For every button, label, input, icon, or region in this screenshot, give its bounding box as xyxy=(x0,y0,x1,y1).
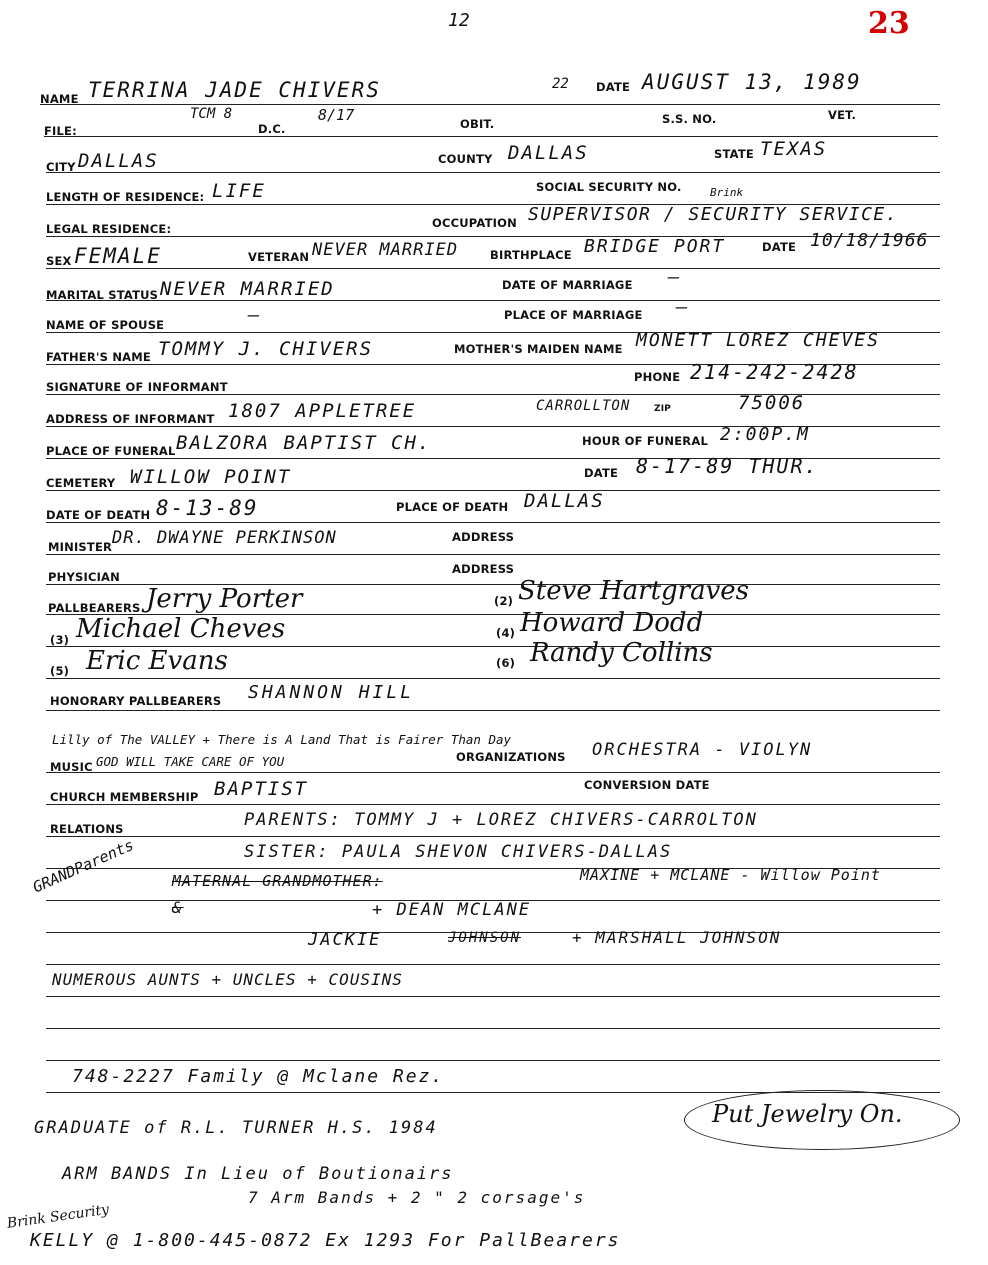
rule-relations-5 xyxy=(46,964,940,965)
label-phone: PHONE xyxy=(634,370,681,384)
value-cemetery-date: 8-17-89 THUR. xyxy=(636,454,819,478)
value-pallbearer-1: Jerry Porter xyxy=(146,584,303,614)
rule-relations-1 xyxy=(46,836,940,837)
rule-music xyxy=(46,772,940,773)
value-pallbearer-3: Michael Cheves xyxy=(76,614,286,644)
value-age: 22 xyxy=(552,76,569,92)
label-dc: D.C. xyxy=(258,122,286,136)
rule-legal xyxy=(46,236,940,237)
label-sex: SEX xyxy=(46,254,72,268)
value-phone: 214-242-2428 xyxy=(690,360,859,384)
relations-line6: NUMEROUS AUNTS + UNCLES + COUSINS xyxy=(52,970,403,989)
label-signature-of-informant: SIGNATURE OF INFORMANT xyxy=(46,380,228,394)
label-state: STATE xyxy=(714,147,754,161)
page-number: 23 xyxy=(868,6,910,41)
rule-marital xyxy=(46,300,940,301)
value-state: TEXAS xyxy=(760,138,828,160)
rule-death xyxy=(46,522,940,523)
relations-line5-b: + MARSHALL JOHNSON xyxy=(572,928,782,947)
note-phone-line: 748-2227 Family @ Mclane Rez. xyxy=(72,1066,445,1087)
value-city: DALLAS xyxy=(78,150,159,172)
value-pallbearer-4: Howard Dodd xyxy=(520,608,704,638)
relations-line5-struck: JOHNSON xyxy=(448,930,522,946)
rule-file xyxy=(44,136,938,137)
relations-line1: PARENTS: TOMMY J + LOREZ CHIVERS-CARROLTON xyxy=(244,810,758,830)
label-church-membership: CHURCH MEMBERSHIP xyxy=(50,790,199,804)
label-vet: VET. xyxy=(828,108,857,122)
label-place-of-death: PLACE OF DEATH xyxy=(396,500,509,514)
label-obit: OBIT. xyxy=(460,117,495,131)
rule-signature xyxy=(46,394,940,395)
label-date-of-marriage: DATE OF MARRIAGE xyxy=(502,278,633,292)
rule-cemetery xyxy=(46,490,940,491)
label-cemetery-date: DATE xyxy=(584,466,619,480)
label-cemetery: CEMETERY xyxy=(46,476,116,490)
value-pallbearer-2: Steve Hartgraves xyxy=(518,576,750,606)
label-city: CITY xyxy=(46,160,76,174)
label-social-security-no: SOCIAL SECURITY NO. xyxy=(536,180,682,194)
rule-name xyxy=(40,104,940,105)
rule-minister xyxy=(46,554,940,555)
value-address-of-informant: 1807 APPLETREE xyxy=(228,400,417,422)
label-legal-residence: LEGAL RESIDENCE: xyxy=(46,222,172,236)
label-address-of-informant: ADDRESS OF INFORMANT xyxy=(46,412,215,426)
value-hour-of-funeral: 2:00P.M xyxy=(720,424,810,445)
value-place-of-funeral: BALZORA BAPTIST CH. xyxy=(176,432,432,454)
label-veteran: VETERAN xyxy=(248,250,310,264)
label-date: DATE xyxy=(596,80,631,94)
rule-city xyxy=(46,172,940,173)
value-birthplace: BRIDGE PORT xyxy=(584,236,726,257)
label-honorary-pallbearers: HONORARY PALLBEARERS xyxy=(50,694,222,708)
label-music: MUSIC xyxy=(50,760,93,774)
label-pallbearer-5: (5) xyxy=(50,664,70,678)
relations-line3: MAXINE + MCLANE - Willow Point xyxy=(580,866,881,884)
label-birthplace: BIRTHPLACE xyxy=(490,248,572,262)
value-occupation: SUPERVISOR / SECURITY SERVICE. xyxy=(528,204,899,225)
label-minister: MINISTER xyxy=(48,540,113,554)
value-fathers-name: TOMMY J. CHIVERS xyxy=(158,338,374,360)
label-name-of-spouse: NAME OF SPOUSE xyxy=(46,318,165,332)
label-physician: PHYSICIAN xyxy=(48,570,120,584)
relations-side-note: GRANDParents xyxy=(30,835,137,897)
label-zip: ZIP xyxy=(654,404,672,414)
value-marital-status: NEVER MARRIED xyxy=(160,278,335,300)
rule-honorary xyxy=(46,710,940,711)
label-pallbearers: PALLBEARERS xyxy=(48,601,141,615)
value-name: TERRINA JADE CHIVERS xyxy=(88,78,381,102)
label-hour-of-funeral: HOUR OF FUNERAL xyxy=(582,434,708,448)
value-sex: FEMALE xyxy=(74,244,162,268)
label-pallbearer-6: (6) xyxy=(496,656,516,670)
label-county: COUNTY xyxy=(438,152,493,166)
value-birth-date: 10/18/1966 xyxy=(810,230,929,251)
rule-pallbearers-3 xyxy=(46,678,940,679)
value-honorary-pallbearers: SHANNON HILL xyxy=(248,682,415,703)
label-fathers-name: FATHER'S NAME xyxy=(46,350,151,364)
value-place-of-death: DALLAS xyxy=(524,490,605,512)
relations-line4-mark: & xyxy=(172,898,184,917)
label-pallbearer-4: (4) xyxy=(496,626,516,640)
value-dc: 8/17 xyxy=(318,106,355,124)
value-organizations: ORCHESTRA - VIOLYN xyxy=(592,740,813,760)
relations-line4: + DEAN MCLANE xyxy=(372,900,532,920)
rule-relations-8 xyxy=(46,1060,940,1061)
label-length-of-residence: LENGTH OF RESIDENCE: xyxy=(46,190,205,204)
value-ss-note: Brink xyxy=(710,186,744,199)
relations-line2: SISTER: PAULA SHEVON CHIVERS-DALLAS xyxy=(244,842,673,862)
value-mothers-maiden-name: MONETT LOREZ CHEVES xyxy=(636,330,880,351)
value-minister: DR. DWAYNE PERKINSON xyxy=(112,528,337,548)
sheet-number: 12 xyxy=(448,10,470,31)
label-physician-address: ADDRESS xyxy=(452,562,515,576)
value-name-of-spouse: — xyxy=(248,304,262,326)
note-jewelry: Put Jewelry On. xyxy=(712,1100,903,1128)
note-graduate: GRADUATE of R.L. TURNER H.S. 1984 xyxy=(34,1118,438,1138)
label-pallbearer-3: (3) xyxy=(50,633,70,647)
label-occupation: OCCUPATION xyxy=(432,216,517,230)
value-music-line1: Lilly of The VALLEY + There is A Land That is Fairer Than Day xyxy=(52,732,512,747)
value-veteran: NEVER MARRIED xyxy=(312,240,459,260)
value-zip: 75006 xyxy=(738,392,806,414)
value-pallbearer-5: Eric Evans xyxy=(86,646,228,676)
value-county: DALLAS xyxy=(508,142,589,164)
label-date-of-death: DATE OF DEATH xyxy=(46,508,151,522)
value-date-of-death: 8-13-89 xyxy=(156,496,259,520)
rule-sex xyxy=(46,268,940,269)
note-brink-security: Brink Security xyxy=(6,1201,111,1232)
label-place-of-funeral: PLACE OF FUNERAL xyxy=(46,444,176,458)
label-organizations: ORGANIZATIONS xyxy=(456,750,566,764)
note-armbands-2: 7 Arm Bands + 2 " 2 corsage's xyxy=(248,1188,586,1207)
label-birth-date: DATE xyxy=(762,240,797,254)
value-length-of-residence: LIFE xyxy=(212,180,266,202)
label-ssno: S.S. NO. xyxy=(662,112,717,126)
label-relations: RELATIONS xyxy=(50,822,124,836)
note-kelly: KELLY @ 1-800-445-0872 Ex 1293 For PallBearers xyxy=(30,1230,621,1251)
value-music-line2: GOD WILL TAKE CARE OF YOU xyxy=(96,754,285,769)
label-name: NAME xyxy=(40,92,79,106)
value-cemetery: WILLOW POINT xyxy=(130,466,292,488)
value-date: AUGUST 13, 1989 xyxy=(642,70,862,94)
value-pallbearer-6: Randy Collins xyxy=(530,638,713,668)
label-marital-status: MARITAL STATUS xyxy=(46,288,159,302)
relations-line3-struck: MATERNAL GRANDMOTHER: xyxy=(172,872,383,890)
value-church-membership: BAPTIST xyxy=(214,778,309,800)
value-city-of-informant: CARROLLTON xyxy=(536,398,631,414)
rule-church xyxy=(46,804,940,805)
label-minister-address: ADDRESS xyxy=(452,530,515,544)
rule-relations-6 xyxy=(46,996,940,997)
relations-line5-a: JACKIE xyxy=(308,930,382,950)
label-place-of-marriage: PLACE OF MARRIAGE xyxy=(504,308,643,322)
rule-relations-7 xyxy=(46,1028,940,1029)
value-file-note: TCM 8 xyxy=(190,106,233,122)
label-file: FILE: xyxy=(44,124,77,138)
label-conversion-date: CONVERSION DATE xyxy=(584,778,710,792)
label-pallbearer-2: (2) xyxy=(494,594,514,608)
note-armbands-1: ARM BANDS In Lieu of Boutionairs xyxy=(62,1164,454,1184)
value-date-of-marriage: — xyxy=(668,266,682,288)
label-mothers-maiden-name: MOTHER'S MAIDEN NAME xyxy=(454,342,623,356)
value-place-of-marriage: — xyxy=(676,296,690,318)
